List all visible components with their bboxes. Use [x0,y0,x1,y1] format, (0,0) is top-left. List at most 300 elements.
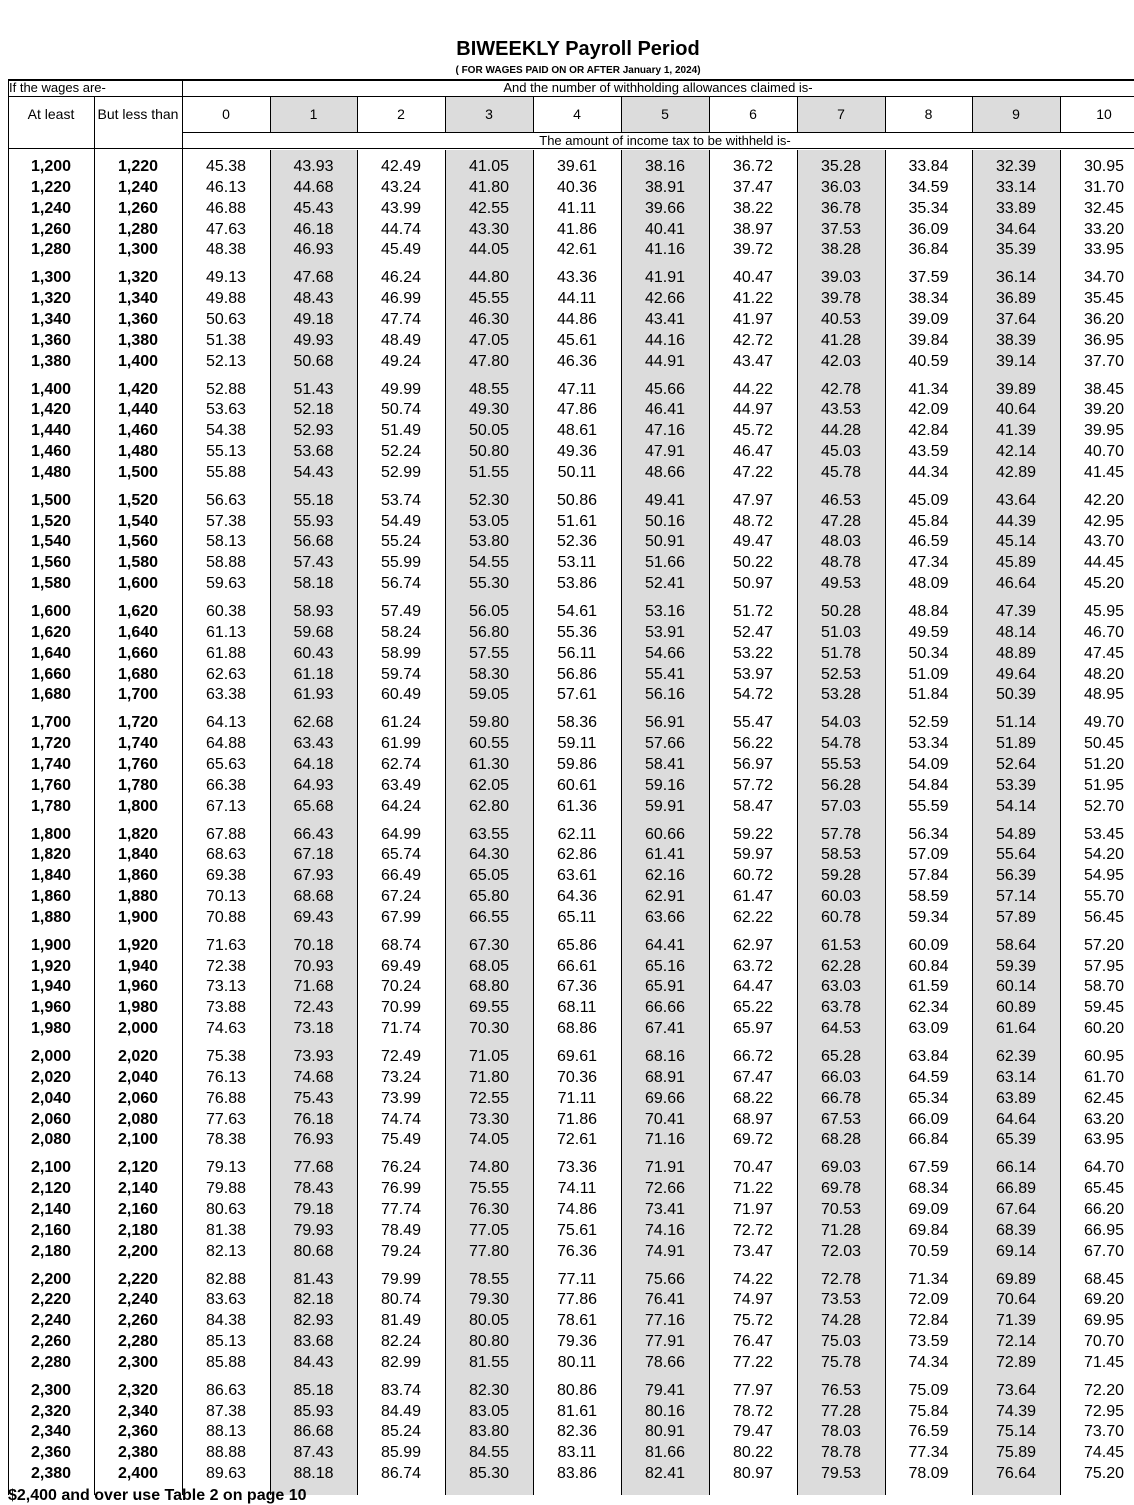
table-row-at-least: 1,900 [30,936,72,954]
table-cell-tax: 39.61 [556,158,598,175]
table-cell-tax: 51.66 [644,554,686,572]
table-cell-tax: 42.84 [908,422,949,440]
table-row-at-least: 1,360 [30,331,72,349]
table-cell-tax: 71.86 [556,1110,598,1128]
table-cell-tax: 79.88 [205,1180,247,1198]
table-cell-tax: 70.13 [205,888,247,906]
table-cell-tax: 44.97 [732,401,774,419]
table-cell-tax: 82.99 [380,1353,422,1371]
table-cell-tax: 68.80 [468,978,510,996]
table-cell-tax: 60.03 [820,888,862,906]
table-cell-tax: 73.70 [1083,1423,1125,1441]
table-cell-tax: 34.64 [995,220,1037,238]
table-cell-tax: 85.24 [380,1423,422,1441]
amount-header-label: The amount of income tax to be withheld is- [539,133,791,148]
table-cell-tax: 40.53 [820,310,862,328]
table-row-less-than: 1,360 [117,310,159,328]
table-cell-tax: 68.86 [556,1020,598,1038]
table-cell-tax: 62.74 [380,755,422,773]
table-row-at-least: 1,660 [30,665,72,683]
table-row-less-than: 2,040 [117,1068,159,1086]
column-rule [1060,96,1061,132]
table-cell-tax: 52.24 [380,443,422,461]
table-cell-tax: 43.24 [380,178,422,196]
table-cell-tax: 63.89 [995,1089,1037,1107]
table-cell-tax: 82.18 [293,1291,334,1309]
table-cell-tax: 65.91 [644,978,686,996]
table-cell-tax: 71.97 [732,1200,774,1218]
table-row-at-least: 2,200 [30,1270,72,1288]
table-cell-tax: 66.66 [644,999,686,1017]
table-cell-tax: 61.41 [644,846,686,864]
table-cell-tax: 81.55 [468,1353,510,1371]
table-cell-tax: 64.99 [380,825,422,843]
table-cell-tax: 72.95 [1083,1402,1125,1420]
table-cell-tax: 45.43 [293,199,334,217]
table-cell-tax: 38.16 [644,158,686,175]
table-cell-tax: 68.74 [380,936,422,954]
table-cell-tax: 49.59 [908,623,949,641]
table-cell-tax: 76.88 [205,1089,247,1107]
table-cell-tax: 75.09 [908,1381,949,1399]
table-cell-tax: 46.53 [820,491,862,509]
table-cell-tax: 60.49 [380,686,422,704]
table-row-less-than: 2,340 [117,1402,159,1420]
table-cell-tax: 78.55 [468,1270,510,1288]
table-cell-tax: 83.68 [293,1333,334,1351]
table-cell-tax: 48.09 [908,575,949,593]
table-cell-tax: 41.80 [468,178,510,196]
table-cell-tax: 77.86 [556,1291,598,1309]
table-cell-tax: 61.59 [908,978,949,996]
table-cell-tax: 74.74 [380,1110,422,1128]
table-cell-tax: 67.41 [644,1020,686,1038]
table-cell-tax: 39.84 [908,331,949,349]
table-cell-tax: 60.95 [1083,1048,1125,1065]
table-cell-tax: 66.03 [820,1068,862,1086]
table-cell-tax: 68.91 [644,1068,686,1086]
table-cell-tax: 52.59 [908,714,949,732]
table-cell-tax: 84.55 [468,1444,510,1462]
table-cell-tax: 62.68 [293,714,334,732]
table-cell-tax: 58.41 [644,755,686,773]
table-cell-tax: 49.88 [205,290,247,308]
table-cell-tax: 42.03 [820,352,862,370]
table-cell-tax: 44.74 [380,220,422,238]
table-row-at-least: 1,800 [30,825,72,843]
table-cell-tax: 52.30 [468,491,510,509]
table-cell-tax: 70.47 [732,1159,774,1177]
table-cell-tax: 42.72 [732,331,774,349]
table-cell-tax: 84.38 [205,1312,247,1330]
table-row-at-least: 1,840 [30,867,72,885]
table-cell-tax: 49.13 [205,269,247,287]
table-cell-tax: 37.47 [732,178,774,196]
table-cell-tax: 67.93 [293,867,334,885]
table-cell-tax: 58.30 [468,665,510,683]
table-cell-tax: 73.93 [293,1048,334,1065]
table-cell-tax: 46.36 [556,352,598,370]
column-rule [445,96,446,132]
table-row-less-than: 1,720 [117,714,159,732]
table-cell-tax: 38.45 [1083,380,1125,398]
table-cell-tax: 74.16 [644,1221,686,1239]
table-cell-tax: 45.20 [1083,575,1125,593]
table-cell-tax: 33.95 [1083,241,1125,259]
table-cell-tax: 47.91 [644,443,686,461]
table-cell-tax: 47.63 [205,220,247,238]
table-cell-tax: 86.68 [293,1423,334,1441]
table-cell-tax: 62.97 [732,936,774,954]
table-cell-tax: 59.16 [644,776,686,794]
table-row-less-than: 1,880 [117,888,159,906]
table-cell-tax: 88.18 [293,1465,334,1483]
table-row-less-than: 1,400 [117,352,159,370]
table-cell-tax: 49.53 [820,575,862,593]
table-cell-tax: 74.39 [995,1402,1037,1420]
table-row-at-least: 1,760 [30,776,72,794]
table-cell-tax: 55.13 [205,443,247,461]
table-cell-tax: 64.53 [820,1020,862,1038]
table-cell-tax: 65.22 [732,999,774,1017]
table-cell-tax: 78.61 [556,1312,598,1330]
table-row-less-than: 1,800 [117,797,159,815]
table-cell-tax: 59.80 [468,714,510,732]
table-cell-tax: 55.47 [732,714,774,732]
table-row-at-least: 1,540 [30,533,72,551]
table-cell-tax: 79.36 [556,1333,598,1351]
table-cell-tax: 65.86 [556,936,598,954]
table-cell-tax: 36.89 [995,290,1037,308]
table-row-less-than: 1,300 [117,241,159,259]
table-cell-tax: 57.09 [908,846,949,864]
table-cell-tax: 82.24 [380,1333,422,1351]
table-cell-tax: 65.11 [557,908,597,926]
table-cell-tax: 64.88 [205,735,247,753]
table-cell-tax: 39.09 [908,310,949,328]
table-cell-tax: 48.78 [820,554,862,572]
table-cell-tax: 37.70 [1083,352,1125,370]
table-cell-tax: 60.55 [468,735,510,753]
table-cell-tax: 37.53 [820,220,862,238]
table-cell-tax: 74.05 [468,1131,510,1149]
table-cell-tax: 69.09 [908,1200,949,1218]
table-cell-tax: 48.38 [205,241,247,259]
table-cell-tax: 57.43 [293,554,334,572]
table-cell-tax: 69.38 [205,867,247,885]
table-cell-tax: 40.59 [908,352,949,370]
table-row-less-than: 2,320 [117,1381,159,1399]
table-row-at-least: 1,380 [30,352,72,370]
table-cell-tax: 58.59 [908,888,949,906]
allowance-column-header: 7 [837,106,845,122]
table-cell-tax: 62.16 [644,867,686,885]
table-cell-tax: 50.63 [205,310,247,328]
table-cell-tax: 47.11 [557,380,597,398]
table-cell-tax: 69.84 [908,1221,949,1239]
table-cell-tax: 43.64 [995,491,1037,509]
table-cell-tax: 73.59 [908,1333,949,1351]
table-cell-tax: 43.41 [644,310,686,328]
table-cell-tax: 54.14 [995,797,1037,815]
table-cell-tax: 50.86 [556,491,598,509]
table-row-at-least: 1,700 [30,714,72,732]
table-row-at-least: 1,200 [30,158,72,175]
table-cell-tax: 63.43 [293,735,334,753]
table-cell-tax: 36.72 [732,158,774,175]
table-cell-tax: 47.74 [380,310,422,328]
table-row-less-than: 1,960 [117,978,159,996]
column-rule [533,96,534,132]
table-cell-tax: 67.18 [293,846,334,864]
table-cell-tax: 52.13 [205,352,247,370]
wages-header-rule [8,96,182,97]
table-cell-tax: 53.34 [908,735,949,753]
table-cell-tax: 54.09 [908,755,949,773]
table-row-at-least: 2,260 [30,1333,72,1351]
table-cell-tax: 51.09 [908,665,949,683]
table-cell-tax: 53.63 [205,401,247,419]
table-cell-tax: 37.59 [908,269,949,287]
column-rule [797,96,798,132]
table-cell-tax: 86.63 [205,1381,247,1399]
table-cell-tax: 74.80 [468,1159,510,1177]
table-cell-tax: 81.49 [380,1312,422,1330]
table-cell-tax: 62.91 [644,888,686,906]
table-cell-tax: 52.88 [205,380,247,398]
table-cell-tax: 41.22 [732,290,774,308]
table-cell-tax: 77.97 [732,1381,774,1399]
table-cell-tax: 54.78 [820,735,862,753]
table-cell-tax: 66.49 [380,867,422,885]
page-subtitle: ( FOR WAGES PAID ON OR AFTER January 1, 2024) [455,65,701,76]
table-cell-tax: 43.70 [1083,533,1125,551]
table-row-less-than: 2,400 [117,1465,159,1483]
table-cell-tax: 68.63 [205,846,247,864]
table-cell-tax: 61.70 [1083,1068,1125,1086]
header-bottom-rule [8,148,1134,149]
table-cell-tax: 50.97 [732,575,774,593]
table-cell-tax: 66.89 [995,1180,1037,1198]
table-cell-tax: 76.64 [995,1465,1037,1483]
table-cell-tax: 37.64 [995,310,1037,328]
table-cell-tax: 73.30 [468,1110,510,1128]
table-row-at-least: 2,220 [30,1291,72,1309]
table-cell-tax: 71.74 [380,1020,422,1038]
table-row-at-least: 2,300 [30,1381,72,1399]
table-cell-tax: 34.59 [908,178,949,196]
table-cell-tax: 66.43 [293,825,334,843]
table-cell-tax: 83.80 [468,1423,510,1441]
table-cell-tax: 49.18 [293,310,334,328]
table-cell-tax: 47.28 [820,512,862,530]
table-cell-tax: 54.49 [380,512,422,530]
table-row-at-least: 2,120 [30,1180,72,1198]
table-cell-tax: 71.68 [293,978,334,996]
table-cell-tax: 79.13 [205,1159,247,1177]
table-cell-tax: 56.45 [1083,908,1125,926]
table-cell-tax: 72.38 [205,957,247,975]
table-cell-tax: 53.91 [644,623,686,641]
table-cell-tax: 63.95 [1083,1131,1125,1149]
table-cell-tax: 64.59 [908,1068,949,1086]
table-cell-tax: 73.13 [205,978,247,996]
table-cell-tax: 72.14 [995,1333,1037,1351]
table-cell-tax: 53.80 [468,533,510,551]
table-row-at-least: 2,020 [30,1068,72,1086]
table-row-at-least: 1,560 [30,554,72,572]
table-row-less-than: 1,460 [117,422,159,440]
table-cell-tax: 63.20 [1083,1110,1125,1128]
table-cell-tax: 45.78 [820,463,862,481]
table-cell-tax: 35.34 [908,199,949,217]
table-cell-tax: 49.36 [556,443,598,461]
table-cell-tax: 67.53 [820,1110,862,1128]
table-row-less-than: 2,020 [117,1048,159,1065]
table-cell-tax: 46.70 [1083,623,1125,641]
table-cell-tax: 53.68 [293,443,334,461]
table-cell-tax: 51.38 [205,331,247,349]
table-cell-tax: 30.95 [1083,158,1125,175]
table-cell-tax: 52.41 [644,575,686,593]
table-cell-tax: 77.80 [468,1242,510,1260]
table-row-less-than: 1,500 [117,463,159,481]
table-cell-tax: 73.47 [732,1242,774,1260]
table-cell-tax: 41.45 [1083,463,1125,481]
table-cell-tax: 38.34 [908,290,949,308]
table-cell-tax: 57.03 [820,797,862,815]
table-cell-tax: 83.86 [556,1465,598,1483]
table-cell-tax: 45.84 [908,512,949,530]
table-cell-tax: 66.61 [556,957,598,975]
table-cell-tax: 46.88 [205,199,247,217]
table-cell-tax: 53.28 [820,686,862,704]
table-cell-tax: 65.39 [995,1131,1037,1149]
table-cell-tax: 77.91 [644,1333,686,1351]
table-cell-tax: 60.14 [995,978,1037,996]
table-cell-tax: 51.49 [380,422,422,440]
table-cell-tax: 40.47 [732,269,774,287]
table-cell-tax: 82.36 [556,1423,598,1441]
table-cell-tax: 69.03 [820,1159,862,1177]
table-cell-tax: 67.64 [995,1200,1037,1218]
table-cell-tax: 75.72 [732,1312,774,1330]
table-cell-tax: 56.97 [732,755,774,773]
table-cell-tax: 61.53 [820,936,862,954]
table-cell-tax: 66.14 [995,1159,1037,1177]
table-cell-tax: 73.18 [293,1020,334,1038]
table-cell-tax: 82.30 [468,1381,510,1399]
table-cell-tax: 79.41 [644,1381,686,1399]
table-cell-tax: 61.88 [205,644,247,662]
table-row-less-than: 2,100 [117,1131,159,1149]
table-cell-tax: 55.30 [468,575,510,593]
table-row-less-than: 1,600 [117,575,159,593]
table-cell-tax: 76.13 [205,1068,247,1086]
table-cell-tax: 57.38 [205,512,247,530]
page-title: BIWEEKLY Payroll Period [456,38,700,60]
table-cell-tax: 54.03 [820,714,862,732]
table-cell-tax: 39.14 [995,352,1037,370]
table-cell-tax: 77.11 [557,1270,597,1288]
table-cell-tax: 36.84 [908,241,949,259]
table-cell-tax: 44.11 [557,290,597,308]
table-row-at-least: 1,820 [30,846,72,864]
table-cell-tax: 75.43 [293,1089,334,1107]
table-cell-tax: 57.20 [1083,936,1125,954]
table-cell-tax: 67.70 [1083,1242,1125,1260]
table-row-at-least: 2,180 [30,1242,72,1260]
table-cell-tax: 57.89 [995,908,1037,926]
table-cell-tax: 59.28 [820,867,862,885]
table-cell-tax: 49.24 [380,352,422,370]
table-cell-tax: 71.11 [557,1089,597,1107]
table-cell-tax: 46.41 [644,401,686,419]
table-cell-tax: 49.64 [995,665,1037,683]
table-row-less-than: 1,580 [117,554,159,572]
table-cell-tax: 82.41 [644,1465,686,1483]
column-rule [357,96,358,132]
column-rule [709,96,710,132]
table-cell-tax: 77.34 [908,1444,949,1462]
table-cell-tax: 42.61 [556,241,598,259]
table-cell-tax: 80.86 [556,1381,598,1399]
table-cell-tax: 87.38 [205,1402,247,1420]
table-cell-tax: 41.05 [468,158,510,175]
table-cell-tax: 63.03 [820,978,862,996]
table-cell-tax: 89.63 [205,1465,247,1483]
table-cell-tax: 40.41 [644,220,686,238]
table-cell-tax: 31.70 [1083,178,1125,196]
table-cell-tax: 63.84 [908,1048,949,1065]
table-row-at-least: 1,260 [30,220,72,238]
table-cell-tax: 73.53 [820,1291,862,1309]
table-cell-tax: 83.11 [557,1444,597,1462]
table-cell-tax: 46.64 [995,575,1037,593]
table-cell-tax: 88.88 [205,1444,247,1462]
table-cell-tax: 66.20 [1083,1200,1125,1218]
table-cell-tax: 58.70 [1083,978,1125,996]
table-cell-tax: 48.95 [1083,686,1125,704]
allowance-column-header: 10 [1096,106,1112,122]
table-row-at-least: 1,720 [30,735,72,753]
table-cell-tax: 45.55 [468,290,510,308]
table-cell-tax: 77.22 [732,1353,774,1371]
table-cell-tax: 42.20 [1083,491,1125,509]
table-cell-tax: 51.84 [908,686,949,704]
table-cell-tax: 77.74 [380,1200,422,1218]
table-cell-tax: 71.05 [468,1048,510,1065]
table-cell-tax: 56.22 [732,735,774,753]
table-cell-tax: 60.20 [1083,1020,1125,1038]
table-cell-tax: 80.22 [732,1444,774,1462]
table-cell-tax: 70.70 [1083,1333,1125,1351]
table-row-less-than: 1,900 [117,908,159,926]
table-cell-tax: 63.66 [644,908,686,926]
table-cell-tax: 62.63 [205,665,247,683]
table-cell-tax: 65.05 [468,867,510,885]
table-cell-tax: 75.89 [995,1444,1037,1462]
table-cell-tax: 46.93 [293,241,334,259]
table-cell-tax: 50.34 [908,644,949,662]
table-cell-tax: 40.70 [1083,443,1125,461]
table-cell-tax: 58.36 [556,714,598,732]
table-cell-tax: 72.03 [820,1242,862,1260]
table-cell-tax: 71.63 [205,936,247,954]
table-cell-tax: 53.11 [557,554,597,572]
table-row-at-least: 1,620 [30,623,72,641]
table-cell-tax: 47.39 [995,603,1037,620]
